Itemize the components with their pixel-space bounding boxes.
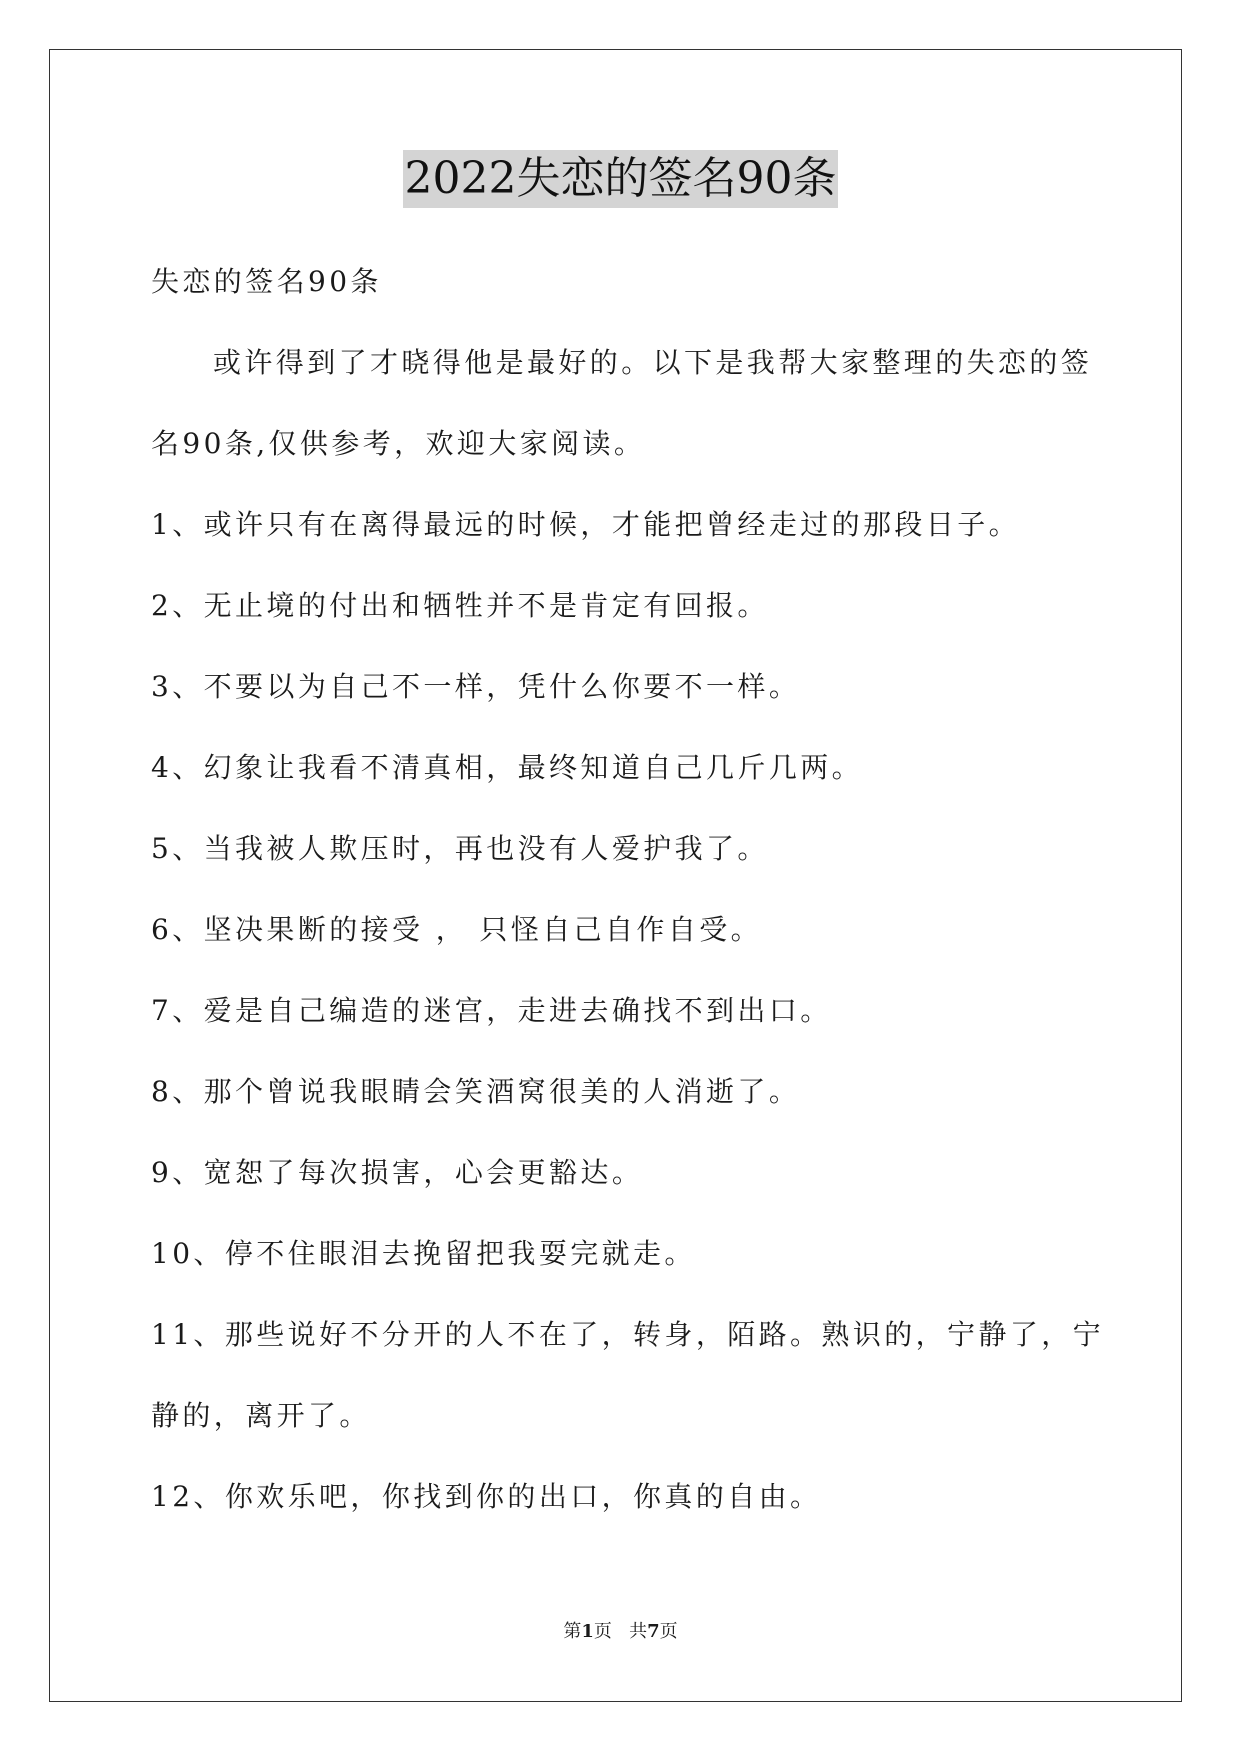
footer-page-prefix: 第 — [563, 1621, 582, 1642]
document-title: 2022失恋的签名90条 — [403, 150, 839, 208]
list-item-2: 2、无止境的付出和牺牲并不是肯定有回报。 — [151, 589, 769, 622]
list-item-3: 3、不要以为自己不一样，凭什么你要不一样。 — [151, 670, 801, 703]
footer-page-total: 7 — [647, 1621, 660, 1642]
page-footer — [0, 1617, 1241, 1643]
intro-paragraph-line-2: 名90条,仅供参考，欢迎大家阅读。 — [151, 427, 646, 460]
subtitle-paragraph: 失恋的签名90条 — [151, 265, 382, 298]
list-item-1: 1、或许只有在离得最远的时候，才能把曾经走过的那段日子。 — [151, 508, 1021, 541]
footer-page-current: 1 — [581, 1621, 594, 1642]
list-item-5: 5、当我被人欺压时，再也没有人爱护我了。 — [151, 832, 769, 865]
list-item-7: 7、爱是自己编造的迷宫，走进去确找不到出口。 — [151, 994, 832, 1027]
list-item-12: 12、你欢乐吧，你找到你的出口，你真的自由。 — [151, 1480, 822, 1513]
footer-total-suffix: 页 — [659, 1621, 678, 1642]
title-container — [0, 150, 1241, 208]
footer-total-prefix: 共 — [629, 1621, 648, 1642]
list-item-4: 4、幻象让我看不清真相，最终知道自己几斤几两。 — [151, 751, 864, 784]
footer-page-suffix: 页 — [593, 1621, 612, 1642]
list-item-11-line-2: 静的，离开了。 — [151, 1399, 371, 1432]
list-item-11-line-1: 11、那些说好不分开的人不在了，转身，陌路。熟识的，宁静了，宁 — [151, 1318, 1105, 1351]
document-body — [151, 262, 1105, 1558]
list-item-9: 9、宽恕了每次损害，心会更豁达。 — [151, 1156, 644, 1189]
intro-paragraph-line-1: 或许得到了才晓得他是最好的。以下是我帮大家整理的失恋的签 — [213, 346, 1093, 379]
list-item-10: 10、停不住眼泪去挽留把我耍完就走。 — [151, 1237, 696, 1270]
list-item-6: 6、坚决果断的接受 ， 只怪自己自作自受。 — [151, 913, 763, 946]
list-item-8: 8、那个曾说我眼睛会笑酒窝很美的人消逝了。 — [151, 1075, 801, 1108]
